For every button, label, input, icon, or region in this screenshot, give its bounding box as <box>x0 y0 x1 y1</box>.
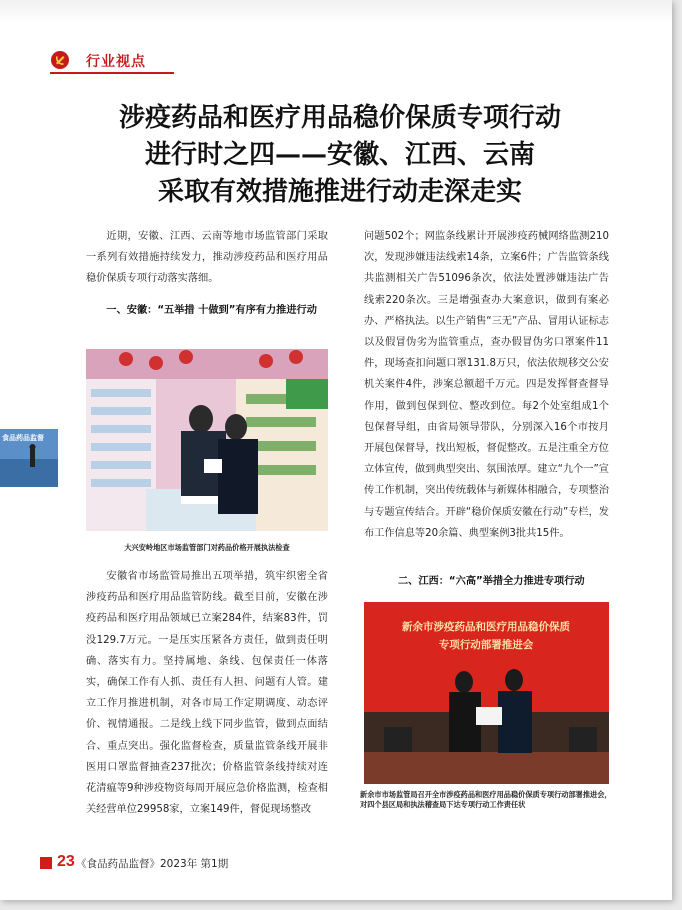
left-column-top <box>86 226 328 331</box>
article-title <box>60 100 620 211</box>
section-header <box>50 50 174 74</box>
title-line-2: 进行时之四——安徽、江西、云南 <box>144 140 535 170</box>
section-label: 行业视点 <box>86 54 146 70</box>
subheading-anhui: 一、安徽：“五举措 十做到”有序有力推进行动 <box>106 304 317 316</box>
meeting-photo-illustration <box>364 602 609 784</box>
meeting-photo <box>364 602 609 784</box>
photo-caption-1: 大兴安岭地区市场监管部门对药品价格开展执法检查 <box>124 543 290 552</box>
thumbnail-label: 食品药品监督 <box>2 434 44 442</box>
right-column <box>364 226 609 544</box>
title-line-3: 采取有效措施推进行动走深走实 <box>157 177 522 207</box>
journal-issue: 《食品药品监督》2023年 第1期 <box>76 858 229 870</box>
banner-line-1: 新余市涉疫药品和医疗用品稳价保质 <box>402 621 570 633</box>
footer-square-mark <box>40 857 52 869</box>
anhui-body-continued: 问题502个；网监条线累计开展涉疫药械网络监测210次，发现涉嫌违法线索14条，立案6件；广告监管条线共监测相关广告51096条次，依法处置涉嫌违法广告线索220条次。三是增强查办大案意识，做到有案必办、严格执法。以生产销售“三无”产品、冒用认证标志以及假冒伪劣为监管重点，查办假冒伪劣口罩案件11件，现场查扣问题口罩131.8万只，依法依规移交公安机关案件4件，涉案总额超千万元。四是发挥督查督导作用，做到包保到位、整改到位。每2个处室组成1个包保督导组，由省局领导带队，分别深入16个市按月开展包保督导，找出短板，督促整改。五是注重全方位立体宣传，做到典型突出、氛围浓厚。建立“九个一”宣传工作机制，突出传统载体与新媒体相融合，专项整治与专题宣传结合。开辟“稳价保质安徽在行动”专栏，发布工作信息等20余篇、典型案例3批共15件。 <box>364 231 609 539</box>
intro-paragraph: 近期，安徽、江西、云南等地市场监管部门采取一系列有效措施持续发力，推动涉疫药品和医疗用品稳价保质专项行动落实落细。 <box>86 231 328 285</box>
photo-caption-2: 新余市市场监管局召开全市涉疫药品和医疗用品稳价保质专项行动部署推进会，对四个县区局和执法稽查局下达专项行动工作责任状 <box>360 790 612 809</box>
subheading-jiangxi: 二、江西：“六高”举措全力推进专项行动 <box>398 576 585 587</box>
title-line-1: 涉疫药品和医疗用品稳价保质专项行动 <box>118 103 561 133</box>
party-emblem-icon <box>50 50 70 70</box>
banner-line-2: 专项行动部署推进会 <box>438 639 534 651</box>
top-band <box>0 0 672 24</box>
pharmacy-inspection-photo <box>86 349 328 531</box>
left-column-bottom <box>86 566 328 820</box>
side-thumbnail <box>0 429 58 487</box>
pharmacy-photo-illustration <box>86 349 328 531</box>
anhui-body-paragraph: 安徽省市场监管局推出五项举措，筑牢织密全省涉疫药品和医疗用品监管防线。截至目前，安徽在涉疫药品和医疗用品领域已立案284件，结案83件，罚没129.7万元。一是压实压紧各方责任，做到责任明确、落实有力。坚持属地、条线、包保责任一体落实，确保工作有人抓、责任有人担、问题有人管。建立工作月推进机制，对各市局工作定期调度、动态评价、视情通报。二是线上线下同步监管，做到点面结合、重点突出。强化监督检查，质量监管条线开展非医用口罩监督抽查237批次；价格监管条线持续对连花清瘟等9种涉疫物资每周开展应急价格监测，检查相关经营单位29958家，立案149件，督促现场整改 <box>86 571 328 816</box>
page-number: 23 <box>57 853 75 870</box>
